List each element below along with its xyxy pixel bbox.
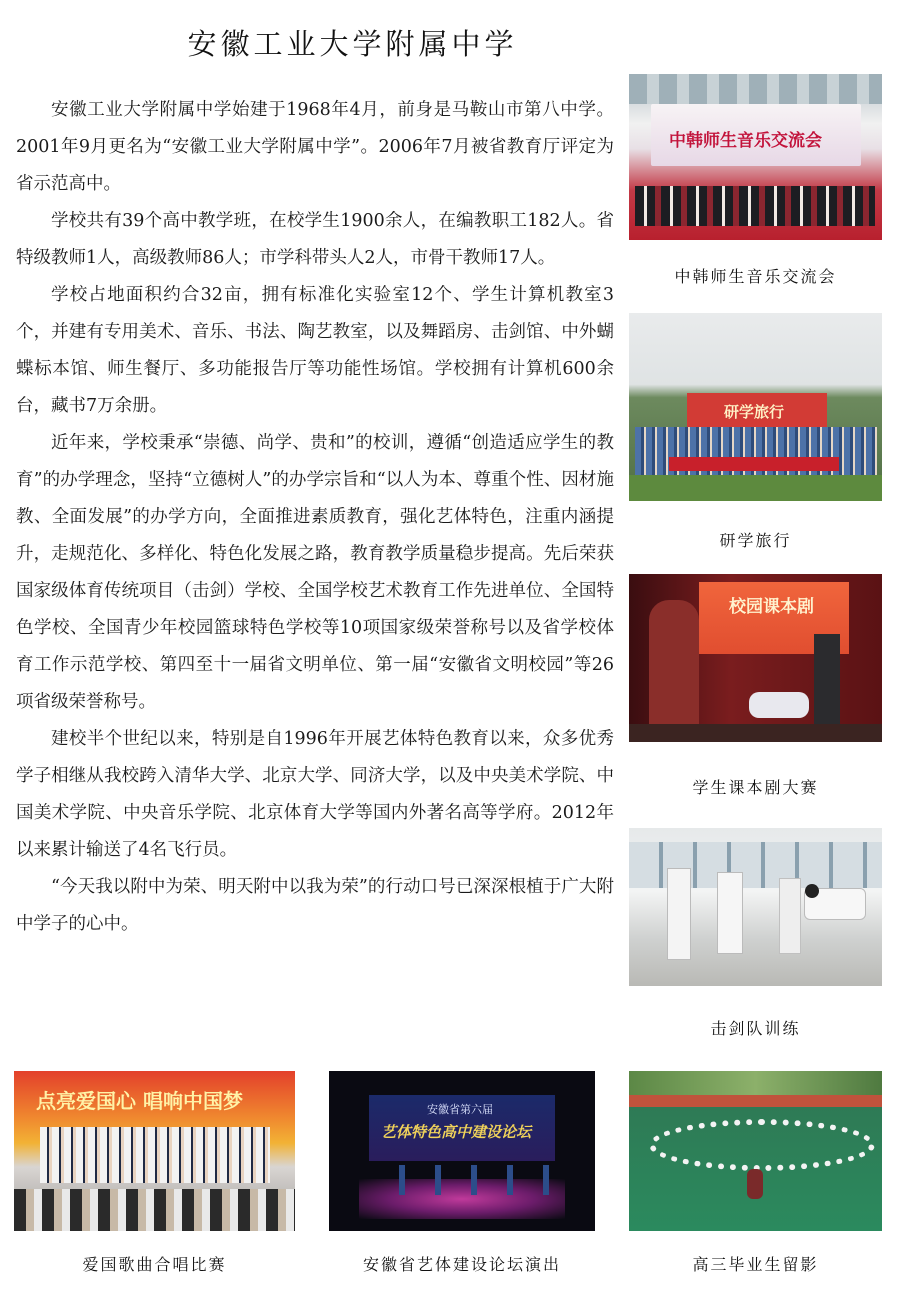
photo-study-trip xyxy=(629,313,882,501)
photo-forum xyxy=(329,1071,595,1231)
photo-choir xyxy=(14,1071,295,1231)
forum-banner-top: 安徽省第六届 xyxy=(427,1103,493,1116)
concert-banner: 中韩师生音乐交流会 xyxy=(669,131,822,151)
photo-fencing xyxy=(629,828,882,986)
caption-choir: 爱国歌曲合唱比赛 xyxy=(82,1255,227,1274)
paragraph-philosophy: 近年来，学校秉承“崇德、尚学、贵和”的校训，遵循“创造适应学生的教育”的办学理念，坚持“立德树人”的办学宗旨和“以人为本、尊重个性、因材施教、全面发展”的办学方向，全面推进素质教育，强化艺体特色，注重内涵提升，走规范化、多样化、特色化发展之路，教育教学质量稳步提高。先后荣获国家级体育传统项目（击剑）学校、全国学校艺术教育工作先进单位、全国特色学校、全国青少年校园篮球特色学校等10项国家级荣誉称号以及省学校体育工作示范学校、第四至十一届省文明单位、第一届“安徽省文明校园”等26项省级荣誉称号。 xyxy=(16,433,614,712)
paragraph-achievements: 建校半个世纪以来，特别是自1996年开展艺体特色教育以来，众多优秀学子相继从我校跨入清华大学、北京大学、同济大学，以及中央美术学院、中国美术学院、中央音乐学院、北京体育大学等国内外著名高等学府。2012年以来累计输送了4名飞行员。 xyxy=(16,729,614,860)
paragraph-facilities: 学校占地面积约合32亩，拥有标准化实验室12个、学生计算机教室3个，并建有专用美术、音乐、书法、陶艺教室，以及舞蹈房、击剑馆、中外蝴蝶标本馆、师生餐厅、多功能报告厅等功能性场馆。学校拥有计算机600余台，藏书7万余册。 xyxy=(16,285,614,416)
page-title: 安徽工业大学附属中学 xyxy=(187,27,518,61)
caption-fencing: 击剑队训练 xyxy=(710,1019,801,1038)
caption-concert: 中韩师生音乐交流会 xyxy=(674,267,837,286)
study-trip-banner: 研学旅行 xyxy=(724,403,785,421)
photo-drama xyxy=(629,574,882,742)
photo-graduation xyxy=(629,1071,882,1231)
forum-banner: 艺体特色高中建设论坛 xyxy=(381,1123,532,1141)
photo-concert xyxy=(629,74,882,240)
caption-graduation: 高三毕业生留影 xyxy=(692,1255,819,1274)
paragraph-slogan: “今天我以附中为荣、明天附中以我为荣”的行动口号已深深根植于广大附中学子的心中。 xyxy=(16,877,614,934)
choir-banner: 点亮爱国心 唱响中国梦 xyxy=(36,1089,243,1113)
paragraph-history: 安徽工业大学附属中学始建于1968年4月，前身是马鞍山市第八中学。2001年9月更名为“安徽工业大学附属中学”。2006年7月被省教育厅评定为省示范高中。 xyxy=(16,100,614,194)
paragraph-staff: 学校共有39个高中教学班，在校学生1900余人，在编教职工182人。省特级教师1人，高级教师86人；市学科带头人2人，市骨干教师17人。 xyxy=(16,211,614,268)
caption-study-trip: 研学旅行 xyxy=(719,531,792,550)
caption-forum: 安徽省艺体建设论坛演出 xyxy=(362,1255,561,1274)
drama-banner: 校园课本剧 xyxy=(729,597,814,617)
article-body xyxy=(16,92,614,943)
caption-drama: 学生课本剧大赛 xyxy=(692,778,819,797)
